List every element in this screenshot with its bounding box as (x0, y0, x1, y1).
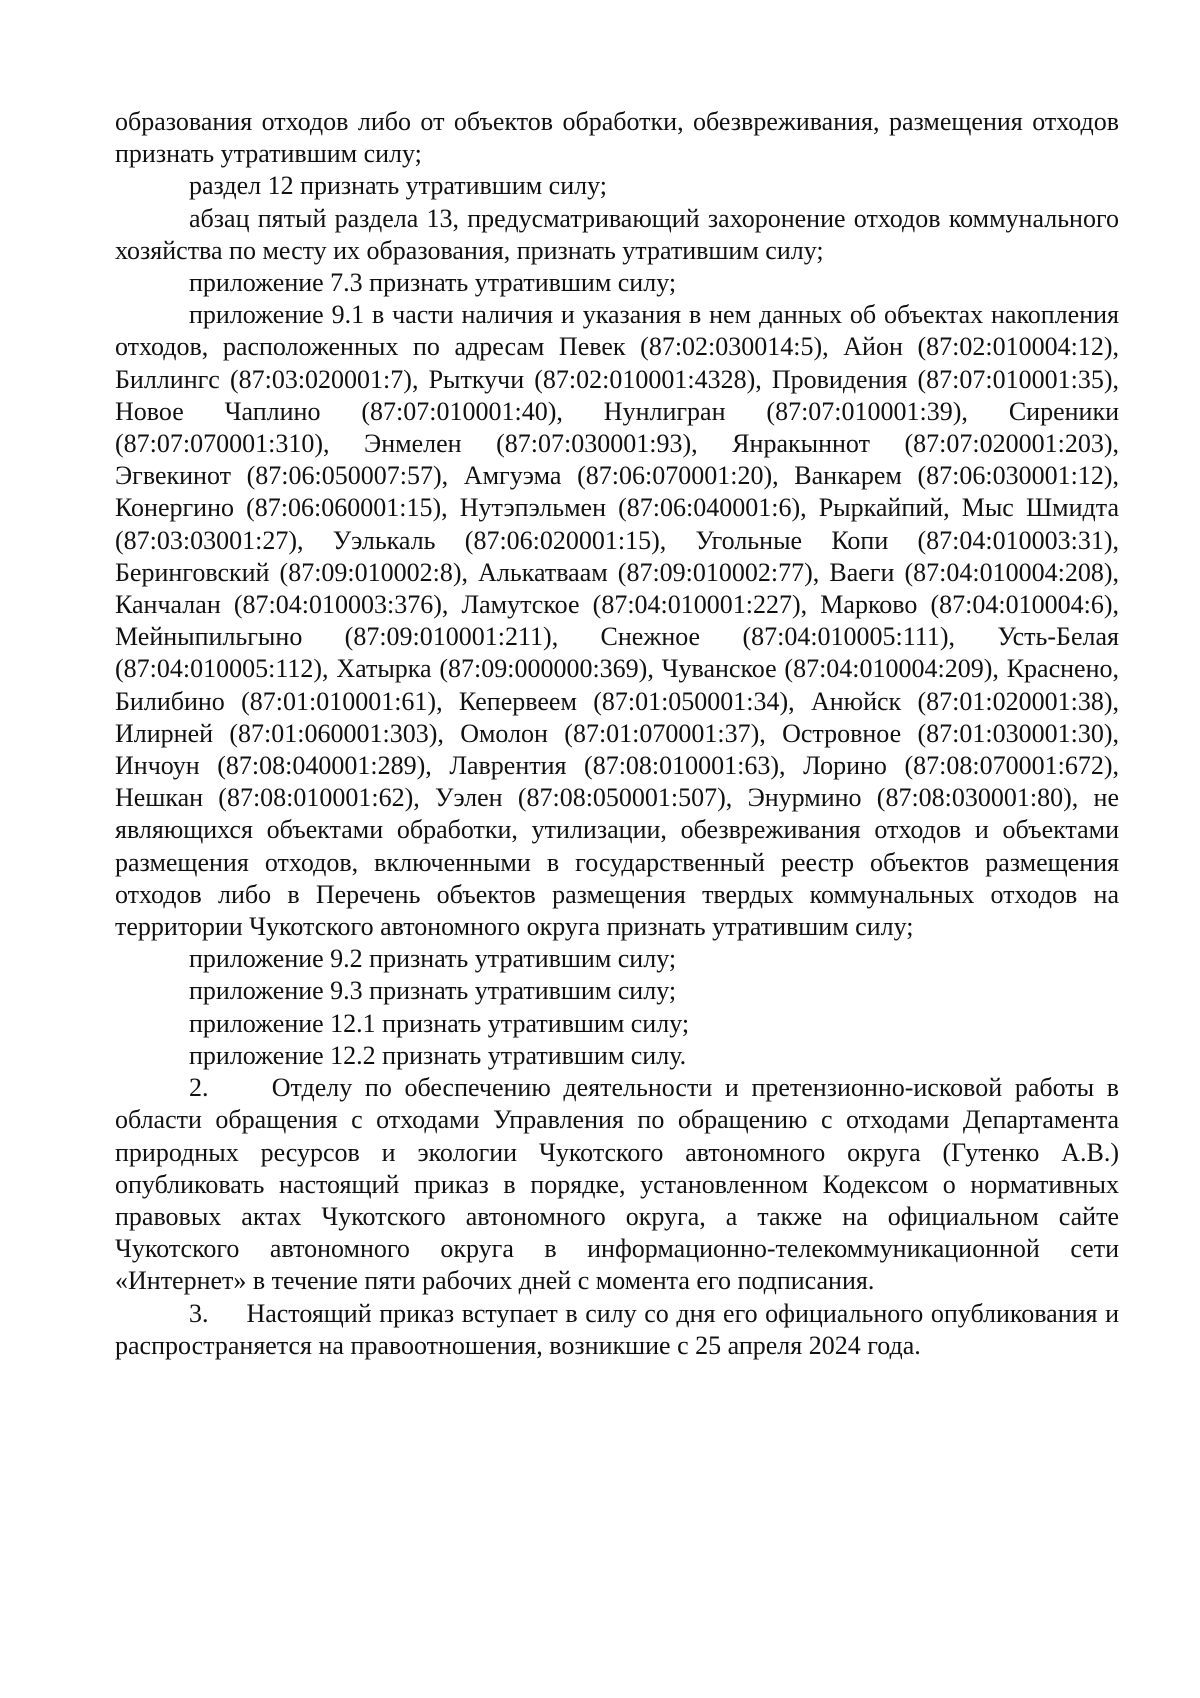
paragraph-section-13: абзац пятый раздела 13, предусматривающий захоронение отходов коммунального хозяйства по месту их образования, признать утратившим силу; (115, 203, 1119, 265)
paragraph-appendix-9-1: приложение 9.1 в части наличия и указания в нем данных об объектах накопления отходов, расположенных по адресам Певек (87:02:030014:5), Айон (87:02:010004:12), Биллингс (87:03:020001:7), Рыткучи (87:02:010001:4328), Провидения (87:07:010001:35), Новое Чаплино (87:07:010001:40), Нунлигран (87:07:010001:39), Сиреники (87:07:070001:310), Энмелен (87:07:030001:93), Янракыннот (87:07:020001:203), Эгвекинот (87:06:050007:57), Амгуэма (87:06:070001:20), Ванкарем (87:06:030001:12), Конергино (87:06:060001:15), Нутэпэльмен (87:06:040001:6), Рыркайпий, Мыс Шмидта (87:03:03001:27), Уэлькаль (87:06:020001:15), Угольные Копи (87:04:010003:31), Беринговский (87:09:010002:8), Алькатваам (87:09:010002:77), Ваеги (87:04:010004:208), Канчалан (87:04:010003:376), Ламутское (87:04:010001:227), Марково (87:04:010004:6), Мейныпильгыно (87:09:010001:211), Снежное (87:04:010005:111), Усть-Белая (87:04:010005:112), Хатырка (87:09:000000:369), Чуванское (87:04:010004:209), Краснено, Билибино (87:01:010001:61), Кепервеем (87:01:050001:34), Анюйск (87:01:020001:38), Илирней (87:01:060001:303), Омолон (87:01:070001:37), Островное (87:01:030001:30), Инчоун (87:08:040001:289), Лаврентия (87:08:010001:63), Лорино (87:08:070001:672), Нешкан (87:08:010001:62), Уэлен (87:08:050001:507), Энурмино (87:08:030001:80), не являющихся объектами обработки, утилизации, обезвреживания отходов и объектами размещения отходов, включенными в государственный реестр объектов размещения отходов либо в Перечень объектов размещения твердых коммунальных отходов на территории Чукотского автономного округа признать утратившим силу; (115, 300, 1119, 942)
paragraph-appendix-7-3: приложение 7.3 признать утратившим силу; (189, 268, 677, 298)
paragraph-appendix-12-1: приложение 12.1 признать утратившим силу; (189, 1008, 690, 1038)
paragraph-appendix-9-3: приложение 9.3 признать утратившим силу; (189, 976, 677, 1006)
paragraph-appendix-9-2: приложение 9.2 признать утратившим силу; (189, 944, 677, 974)
paragraph-appendix-12-2: приложение 12.2 признать утратившим силу. (189, 1040, 687, 1070)
paragraph-continuation: образования отходов либо от объектов обработки, обезвреживания, размещения отходов признать утратившим силу; (115, 107, 1119, 169)
paragraph-item-3: 3. Настоящий приказ вступает в силу со дня его официального опубликования и распространяется на правоотношения, возникшие с 25 апреля 2024 года. (115, 1298, 1119, 1360)
paragraph-section-12: раздел 12 признать утратившим силу; (189, 171, 607, 201)
document-page (115, 106, 1119, 1362)
paragraph-item-2: 2. Отделу по обеспечению деятельности и претензионно-исковой работы в области обращения с отходами Управления по обращению с отходами Департамента природных ресурсов и экологии Чукотского автономного округа (Гутенко А.В.) опубликовать настоящий приказ в порядке, установленном Кодексом о нормативных правовых актах Чукотского автономного округа, а также на официальном сайте Чукотского автономного округа в информационно-телекоммуникационной сети «Интернет» в течение пяти рабочих дней с момента его подписания. (115, 1073, 1119, 1296)
